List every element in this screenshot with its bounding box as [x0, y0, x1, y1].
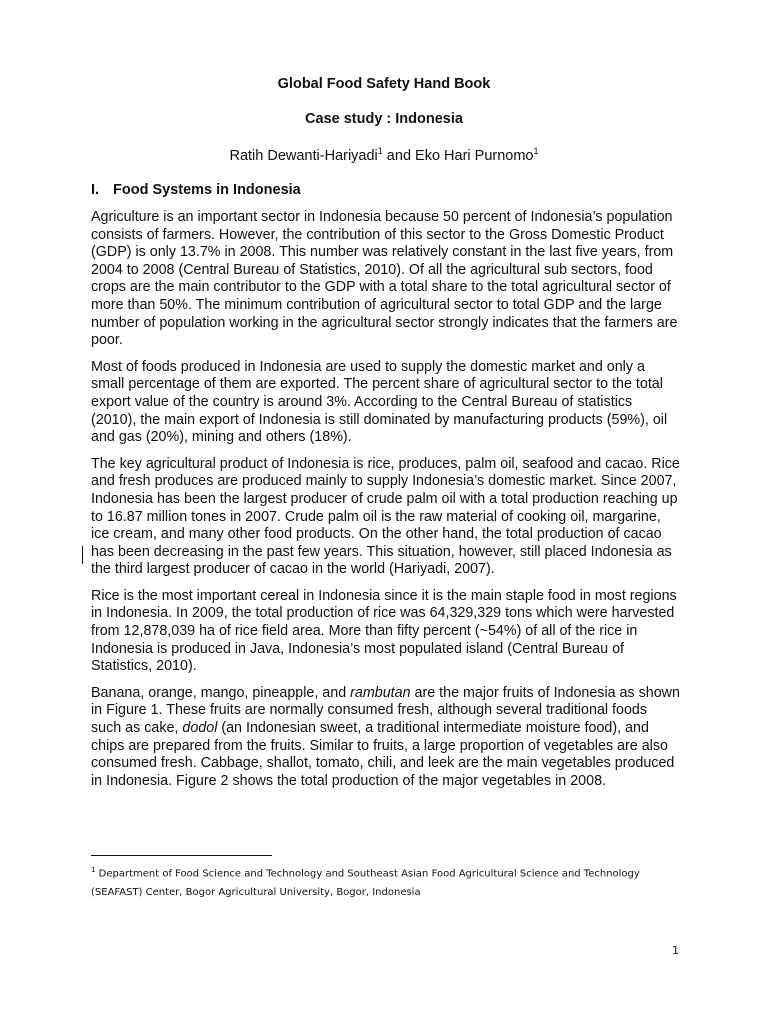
footnote-text: Department of Food Science and Technology and Southeast Asian Food Agricultural Science and Technology (SEAFAST) Center, Bogor Agricultural University, Bogor, Indonesia — [91, 868, 640, 899]
paragraph-3: The key agricultural product of Indonesia is rice, produces, palm oil, seafood and cacao. Rice and fresh produces are produced mainly to supply Indonesia’s domestic market. Since 2007, Indonesia has been the largest producer of crude palm oil with a total production reaching up to 16.87 million tones in 2007. Crude palm oil is the raw material of cooking oil, margarine, ice cream, and many other food products. On the other hand, the total production of cacao has been decreasing in the past few years. This situation, however, still placed Indonesia as the third largest producer of cacao in the world (Hariyadi, 2007). — [91, 455, 680, 578]
paragraph-1: Agriculture is an important sector in Indonesia because 50 percent of Indonesia’s population consists of farmers. However, the contribution of this sector to the Gross Domestic Product (GDP) is only 13.7% in 2008. This number was relatively constant in the last five years, from 2004 to 2008 (Central Bureau of Statistics, 2010). Of all the agricultural sub sectors, food crops are the main contributor to the GDP with a total share to the total agricultural sector of more than 50%. The minimum contribution of agricultural sector to total GDP and the large number of population working in the agricultural sector strongly indicates that the farmers are poor. — [91, 209, 678, 349]
author-2: Eko Hari Purnomo — [415, 147, 534, 164]
footnote-separator — [91, 855, 272, 856]
paragraph-5-part-3: (an Indonesian sweet, a traditional intermediate moisture food), and chips are prepared from the fruits. Similar to fruits, a large proportion of vegetables are also consumed fresh. Cabbage, shallot, tomato, chili, and leek are the main vegetables produced in Indonesia. Figure 2 shows the total production of the major vegetables in 2008. — [91, 720, 675, 789]
paragraph-5-italic-rambutan: rambutan — [350, 684, 411, 701]
section-title: Food Systems in Indonesia — [113, 182, 301, 198]
paragraph-5-italic-dodol: dodol — [182, 720, 218, 737]
paragraph-4: Rice is the most important cereal in Indonesia since it is the main staple food in most regions in Indonesia. In 2009, the total production of rice was 64,329,329 tons which were harvested from 12,878,039 ha of rice field area. More than fifty percent (~54%) of all of the rice in Indonesia is produced in Java, Indonesia’s most populated island (Central Bureau of Statistics, 2010). — [91, 587, 677, 675]
author-line — [0, 146, 768, 164]
section-number: I. — [91, 182, 100, 198]
footnote — [91, 861, 681, 902]
paragraph-5 — [91, 685, 681, 791]
paragraph-5-part-2: are the major fruits of Indonesia as shown in Figure 1. These fruits are normally consumed fresh, although several traditional foods such as cake, — [91, 684, 680, 737]
body-text — [91, 209, 681, 799]
paragraph-5-part-1: Banana, orange, mango, pineapple, and — [91, 684, 351, 701]
footnote-marker: 1 — [91, 866, 96, 874]
page-number: 1 — [672, 944, 679, 957]
text-cursor-mark — [82, 546, 83, 564]
author-2-affiliation-marker: 1 — [533, 146, 539, 156]
section-heading — [91, 182, 301, 198]
document-title: Global Food Safety Hand Book — [277, 76, 491, 92]
author-1: Ratih Dewanti-Hariyadi — [229, 147, 378, 164]
author-connector: and — [382, 147, 416, 164]
paragraph-2: Most of foods produced in Indonesia are used to supply the domestic market and only a small percentage of them are exported. The percent share of agricultural sector to the total export value of the country is around 3%. According to the Central Bureau of statistics (2010), the main export of Indonesia is still dominated by manufacturing products (59%), oil and gas (20%), mining and others (18%). — [91, 358, 668, 446]
document-subtitle: Case study : Indonesia — [305, 111, 463, 127]
author-1-affiliation-marker: 1 — [377, 146, 383, 156]
